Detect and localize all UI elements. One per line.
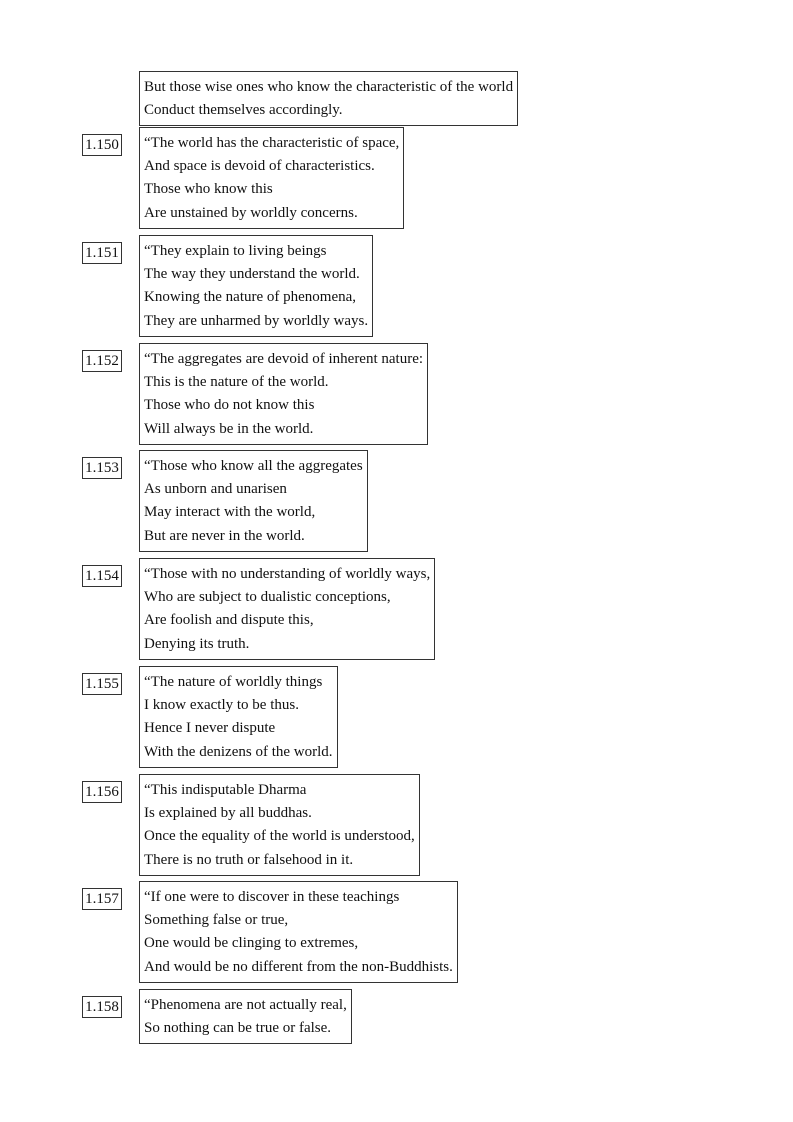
verse-line: As unborn and unarisen xyxy=(144,481,287,498)
verse-line: They are unharmed by worldly ways. xyxy=(144,312,369,329)
verse-text-box xyxy=(139,774,420,876)
verse-line: This is the nature of the world. xyxy=(144,374,329,391)
verse-line: Are foolish and dispute this, xyxy=(144,612,314,629)
verse-line: “Phenomena are not actually real, xyxy=(144,997,347,1013)
verse-line: “The aggregates are devoid of inherent nature: xyxy=(144,351,424,367)
verse-text-box xyxy=(139,881,458,983)
verse-line: May interact with the world, xyxy=(144,504,316,521)
verse-line: Hence I never dispute xyxy=(144,720,276,737)
verse-text-box xyxy=(139,989,352,1044)
verse-text-box xyxy=(139,666,338,768)
verse-line: Once the equality of the world is understood, xyxy=(144,828,415,845)
verse-text-box xyxy=(139,71,518,126)
verse-number: 1.157 xyxy=(82,888,122,910)
verse-line: I know exactly to be thus. xyxy=(144,697,299,714)
verse-line: “If one were to discover in these teachings xyxy=(144,889,400,905)
verse-line: Will always be in the world. xyxy=(144,420,314,437)
verse-text-box xyxy=(139,127,404,229)
verse-line: Are unstained by worldly concerns. xyxy=(144,204,358,221)
verse-line: The way they understand the world. xyxy=(144,266,360,283)
verse-line: Conduct themselves accordingly. xyxy=(144,102,343,119)
verse-line: “Those with no understanding of worldly ways, xyxy=(144,566,431,582)
verse-line: Those who do not know this xyxy=(144,397,315,414)
verse-line: Something false or true, xyxy=(144,912,289,929)
verse-text-box xyxy=(139,343,428,445)
verse-number: 1.153 xyxy=(82,457,122,479)
verse-number: 1.156 xyxy=(82,781,122,803)
verse-line: And space is devoid of characteristics. xyxy=(144,158,375,175)
verse-line: Denying its truth. xyxy=(144,635,250,652)
verse-line: One would be clinging to extremes, xyxy=(144,935,359,952)
verse-line: Who are subject to dualistic conceptions, xyxy=(144,589,391,606)
verse-text-box xyxy=(139,558,435,660)
verse-line: With the denizens of the world. xyxy=(144,743,333,760)
verse-number: 1.154 xyxy=(82,565,122,587)
verse-line: “Those who know all the aggregates xyxy=(144,458,363,474)
verse-number: 1.155 xyxy=(82,673,122,695)
verse-text-box xyxy=(139,450,368,552)
verse-number: 1.152 xyxy=(82,350,122,372)
verse-line: “The nature of worldly things xyxy=(144,674,323,690)
verse-line: There is no truth or falsehood in it. xyxy=(144,851,354,868)
verse-line: “The world has the characteristic of space, xyxy=(144,135,400,151)
verse-line: Is explained by all buddhas. xyxy=(144,805,312,822)
verse-line: So nothing can be true or false. xyxy=(144,1020,332,1037)
verse-line: “This indisputable Dharma xyxy=(144,782,307,798)
verse-number: 1.151 xyxy=(82,242,122,264)
verse-number: 1.150 xyxy=(82,134,122,156)
verse-line: Those who know this xyxy=(144,181,273,198)
verse-text-box xyxy=(139,235,373,337)
verse-line: Knowing the nature of phenomena, xyxy=(144,289,357,306)
verse-line: And would be no different from the non-Buddhists. xyxy=(144,958,453,975)
verse-number: 1.158 xyxy=(82,996,122,1018)
verse-line: But those wise ones who know the characteristic of the world xyxy=(144,79,514,95)
verse-line: But are never in the world. xyxy=(144,527,305,544)
verse-line: “They explain to living beings xyxy=(144,243,327,259)
